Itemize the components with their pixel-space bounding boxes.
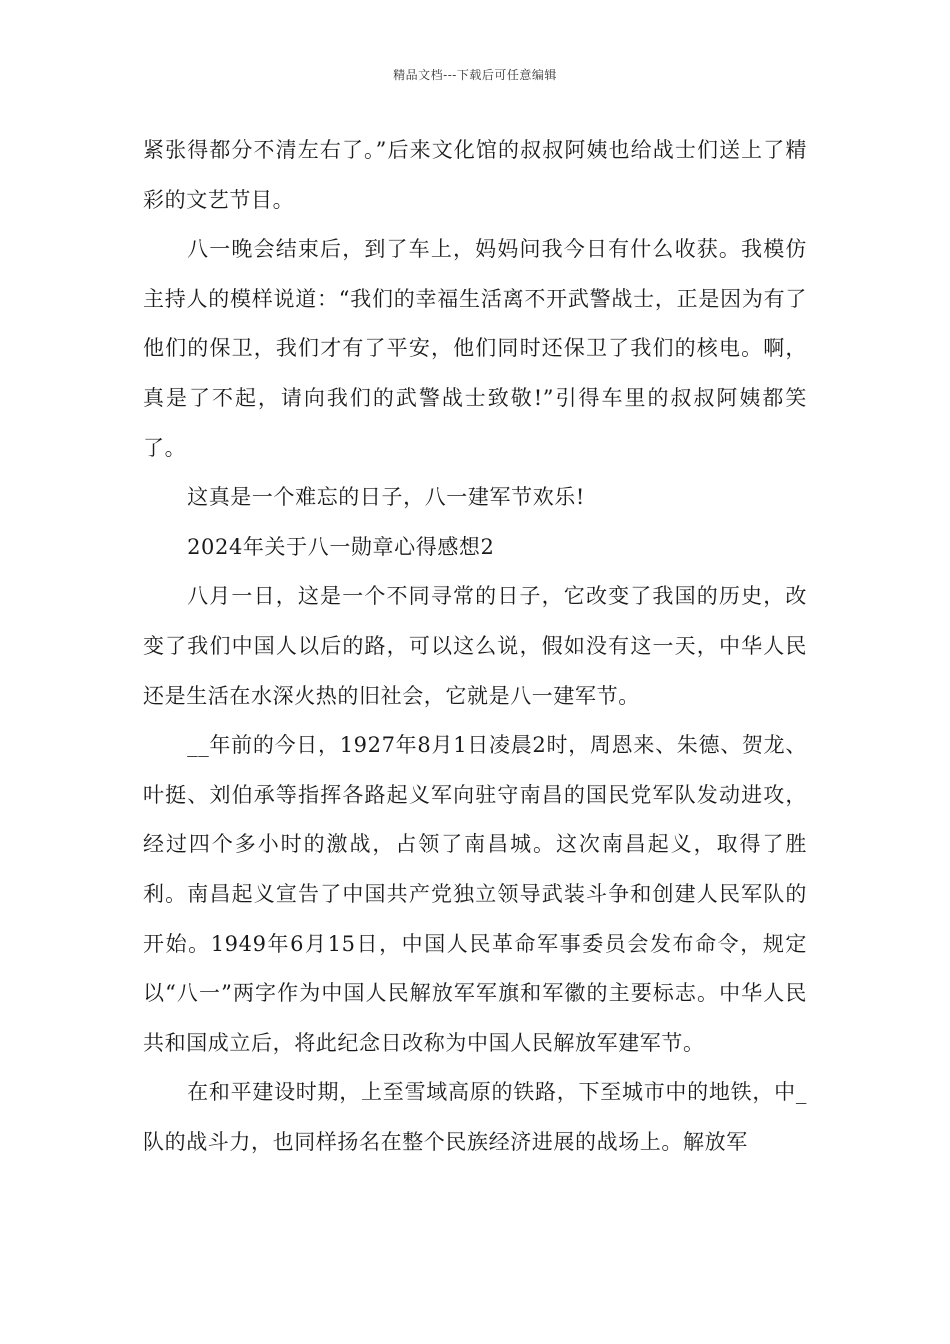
page-header: 精品文档---下载后可任意编辑 [393,68,557,82]
paragraph: __年前的今日，1927年8月1日凌晨2时，周恩来、朱德、贺龙、叶挺、刘伯承等指挥各路起义军向驻守南昌的国民党军队发动进攻，经过四个多小时的激战，占领了南昌城。这次南昌起义，取得了胜利。南昌起义宣告了中国共产党独立领导武装斗争和创建人民军队的开始。1949年6月15日，中国人民革命军事委员会发布命令，规定以“八一”两字作为中国人民解放军军旗和军徽的主要标志。中华人民共和国成立后，将此纪念日改称为中国人民解放军建军节。 [143,733,807,1055]
paragraph: 在和平建设时期，上至雪域高原的铁路，下至城市中的地铁，中_队的战斗力，也同样扬名在整个民族经济进展的战场上。解放军 [143,1080,807,1154]
paragraph: 紧张得都分不清左右了。”后来文化馆的叔叔阿姨也给战士们送上了精彩的文艺节目。 [143,138,807,212]
section-heading: 2024年关于八一勋章心得感想2 [187,534,495,559]
paragraph: 这真是一个难忘的日子，八一建军节欢乐! [187,485,585,510]
paragraph: 八月一日，这是一个不同寻常的日子，它改变了我国的历史，改变了我们中国人以后的路，可以这么说，假如没有这一天，中华人民还是生活在水深火热的旧社会，它就是八一建军节。 [143,584,807,708]
document-body [143,126,807,1167]
paragraph: 八一晚会结束后，到了车上，妈妈问我今日有什么收获。我模仿主持人的模样说道：“我们的幸福生活离不开武警战士，正是因为有了他们的保卫，我们才有了平安，他们同时还保卫了我们的核电。啊，真是了不起，请向我们的武警战士致敬!”引得车里的叔叔阿姨都笑了。 [143,237,807,460]
